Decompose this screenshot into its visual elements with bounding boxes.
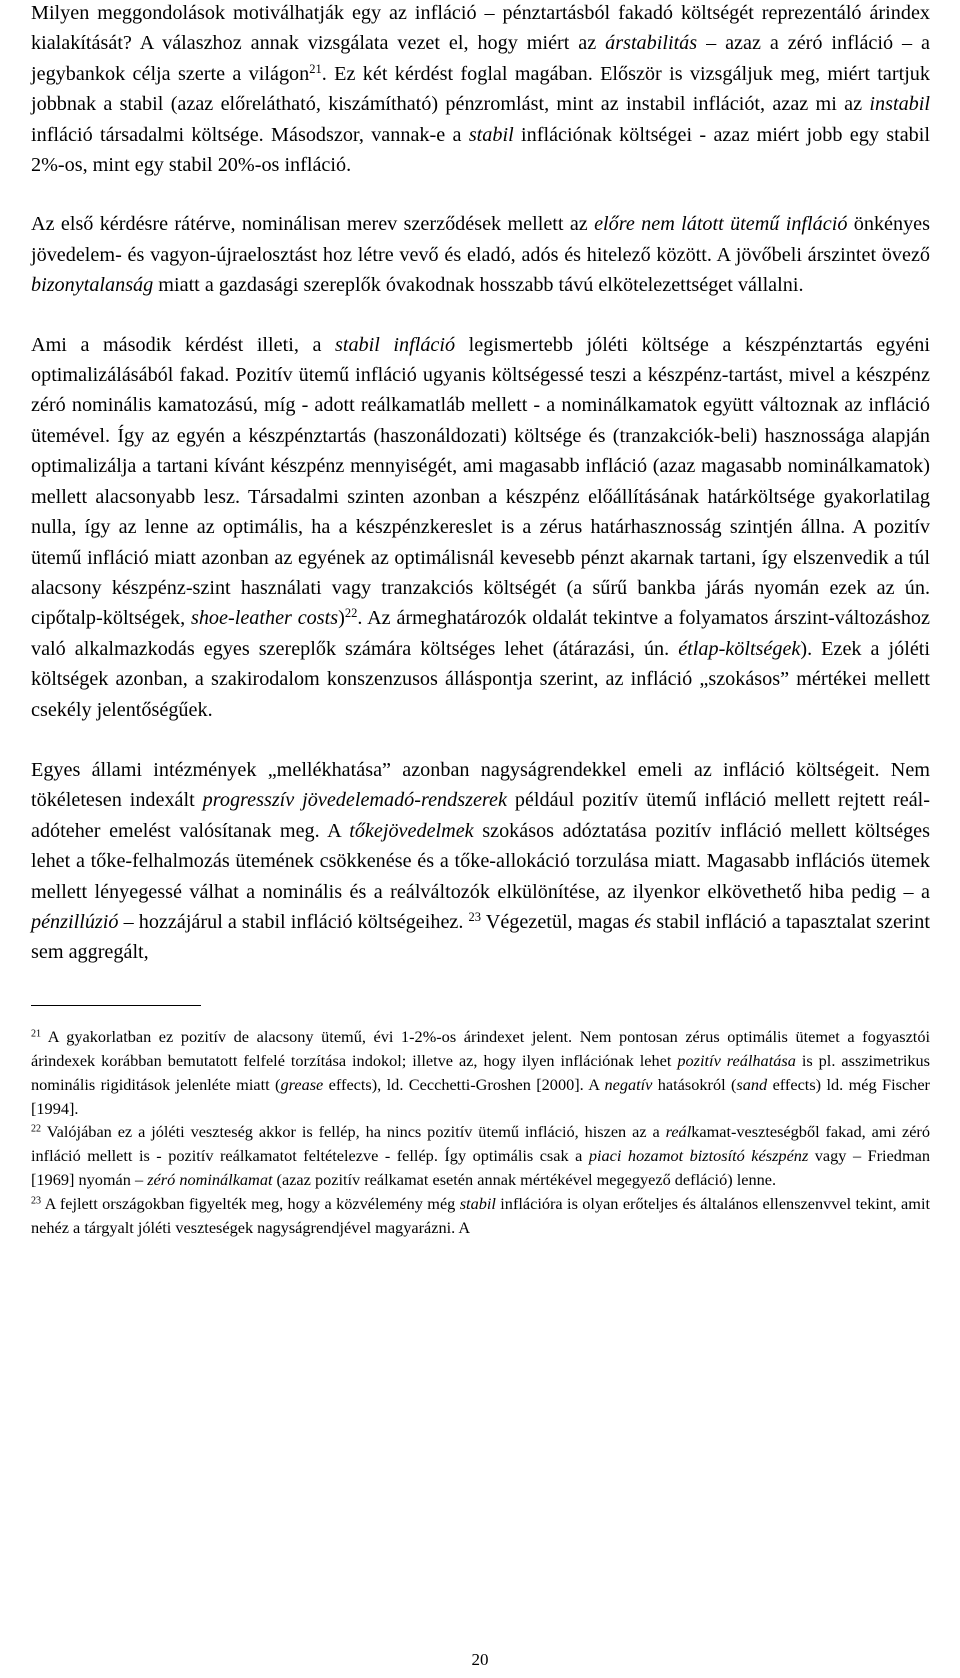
text-run: például pozitív ütemű infláció mellett rejtett reál-adóteher emelést valósítanak meg. A — [31, 789, 930, 842]
footnote-separator — [31, 1005, 201, 1006]
footnote-marker: 21 — [309, 61, 322, 76]
italic-text: pozitív reálhatása — [677, 1050, 796, 1070]
italic-text: grease — [280, 1074, 324, 1094]
text-run: kamat-veszteségből fakad, ami zéró infláció mellett is - pozitív reálkamatot feltételezve - fellép. Így optimális csak a — [31, 1122, 930, 1166]
text-run: hatásokról ( — [652, 1074, 737, 1094]
footnote-marker: 22 — [31, 1123, 42, 1135]
text-run: effects), ld. Cecchetti-Groshen [2000]. A — [323, 1074, 605, 1094]
italic-text: stabil — [459, 1194, 496, 1214]
italic-text: és — [634, 910, 652, 933]
text-run: stabil infláció a tapasztalat szerint sem aggregált, — [31, 910, 930, 964]
italic-text: progresszív jövedelemadó-rendszerek — [202, 789, 507, 812]
italic-text: előre nem látott ütemű infláció — [594, 213, 848, 236]
footnote-21 — [31, 1025, 930, 1121]
text-run: Ami a második kérdést illeti, a — [31, 333, 335, 356]
text-run: vagy – Friedman [1969] nyomán – — [31, 1146, 930, 1190]
page-number: 20 — [471, 1650, 489, 1669]
footnote-23 — [31, 1192, 930, 1240]
text-run: . Ez két kérdést foglal magában. Először is vizsgáljuk meg, miért tartjuk jobbnak a stabil (azaz előrelátható, kiszámítható) pénzromlást, mint az instabil inflációt, azaz mi az — [31, 62, 930, 116]
text-run: Az első kérdésre rátérve, nominálisan merev szerződések mellett az — [31, 213, 595, 236]
text-run: effects) ld. még Fischer [1994]. — [31, 1074, 930, 1118]
italic-text: étlap-költségek — [678, 637, 801, 660]
text-run: Egyes állami intézmények „mellékhatása” azonban nagyságrendekkel emeli az infláció költségeit. Nem tökéletesen indexált — [31, 758, 930, 812]
text-run: is pl. asszimetrikus nominális rigiditások jelenléte miatt ( — [31, 1050, 931, 1094]
text-run: . Az ármeghatározók oldalát tekintve a folyamatos árszint-változáshoz való alkalmazkodás egyes szereplők számára költséges lehet (átárazási, ún. — [31, 607, 930, 660]
text-run: A gyakorlatban ez pozitív de alacsony ütemű, évi 1-2%-os árindexet jelent. Nem pontosan zérus optimális ütemet a fogyasztói árindexek korábban bemutatott felfelé torzítása indokol; illetve az, hogy ilyen inflációnak lehet — [31, 1026, 930, 1070]
italic-text: instabil — [869, 93, 930, 116]
italic-text: piaci hozamot biztosító készpénz — [588, 1146, 809, 1166]
footnote-marker: 22 — [344, 606, 358, 621]
italic-text: árstabilitás — [605, 32, 698, 55]
text-run: miatt a gazdasági szereplők óvakodnak hosszabb távú elkötelezettséget vállalni. — [153, 274, 804, 297]
paragraph — [31, 209, 930, 300]
text-run: Valójában ez a jóléti veszteség akkor is fellép, ha nincs pozitív ütemű infláció, hiszen az a — [41, 1122, 666, 1142]
text-run: önkényes jövedelem- és vagyon-újraelosztást hoz létre vevő és eladó, adós és hitelező között. A jövőbeli árszintet övező — [31, 213, 930, 266]
text-run: legismertebb jóléti költsége a készpénztartás egyéni optimalizálásából fakad. Pozitív ütemű infláció ugyanis költségessé teszi a készpénz-tartást, mivel a készpénz zéró nominális kamatozású, míg - adott reálkamatláb mellett - a nominálkamatok együtt változnak az infláció ütemével. Így az egyén a készpénztartás (haszonáldozati) költsége és (tranzakciók-beli) hasznossága alapján optimalizálja a tartani kívánt készpénz mennyiségét, ami magasabb infláció (azaz magasabb nominálkamatok) mellett alacsonyabb lesz. Társadalmi szinten azonban a készpénz előállításának határköltsége gyakorlatilag nulla, így az lenne az optimális, ha a készpénzkereslet is a zérus határhasznosság szintjén állna. A pozitív ütemű infláció miatt azonban az egyének az optimálisnál kevesebb pénzt akarnak tartani, így elszenvedik a túl alacsony készpénz-szint használati vagy tranzakciós költségét (a sűrű bankba járás nyomán ezek az ún. cipőtalp-költségek, — [31, 333, 931, 630]
footnote-marker: 23 — [31, 1195, 42, 1207]
italic-text: bizonytalanság — [31, 274, 154, 297]
text-run: – hozzájárul a stabil infláció költségeihez. — [118, 910, 469, 933]
text-run: infláció társadalmi költsége. Másodszor, vannak-e a — [31, 123, 469, 146]
footnote-marker: 23 — [468, 910, 482, 925]
paragraph — [31, 330, 930, 725]
italic-text: zéró nominálkamat — [147, 1170, 273, 1190]
italic-text: pénzillúzió — [31, 910, 119, 933]
text-run: ). Ezek a jóléti költségek azonban, a szakirodalom konszenzusos álláspontja szerint, az infláció „szokásos” mértékei mellett csekély jelentőségűek. — [31, 637, 930, 721]
italic-text: tőkejövedelmek — [349, 819, 474, 842]
text-run: – azaz a zéró infláció – a jegybankok célja szerte a világon — [31, 32, 930, 85]
italic-text: stabil — [468, 123, 514, 146]
footnote-22 — [31, 1120, 930, 1192]
italic-text: sand — [736, 1074, 768, 1094]
text-run: inflációnak költségei - azaz miért jobb egy stabil 2%-os, mint egy stabil 20%-os infláció. — [31, 123, 930, 177]
footnote-marker: 21 — [31, 1028, 42, 1040]
italic-text: negatív — [604, 1074, 653, 1094]
text-run: A fejlett országokban figyelték meg, hogy a közvélemény még — [41, 1194, 460, 1214]
text-run: (azaz pozitív reálkamat esetén annak mértékével megegyező defláció) lenne. — [272, 1170, 777, 1190]
paragraph — [31, 755, 930, 968]
text-run: inflációra is olyan erőteljes és általános ellenszenvvel tekint, amit nehéz a tárgyalt jóléti veszteségek nagyságrendjével magyarázni. A — [31, 1194, 930, 1238]
text-run: Milyen meggondolások motiválhatják egy az infláció – pénztartásból fakadó költségét reprezentáló árindex kialakítását? A válaszhoz annak vizsgálata vezet el, hogy miért az — [31, 2, 930, 55]
italic-text: reál — [665, 1122, 692, 1142]
italic-text: stabil infláció — [334, 333, 456, 356]
paragraph — [31, 0, 930, 180]
italic-text: shoe-leather costs — [190, 607, 339, 630]
text-run: ) — [338, 607, 345, 630]
text-run: szokásos adóztatása pozitív infláció mellett költséges lehet a tőke-felhalmozás ütemének csökkenése és a tőke-allokáció torzulása miatt. Magasabb inflációs ütemek mellett lényegessé válhat a nominális és a reálváltozók elkülönítése, az ilyenkor elkövethető hiba pedig – a — [31, 819, 930, 903]
text-run: Végezetül, magas — [481, 910, 635, 933]
